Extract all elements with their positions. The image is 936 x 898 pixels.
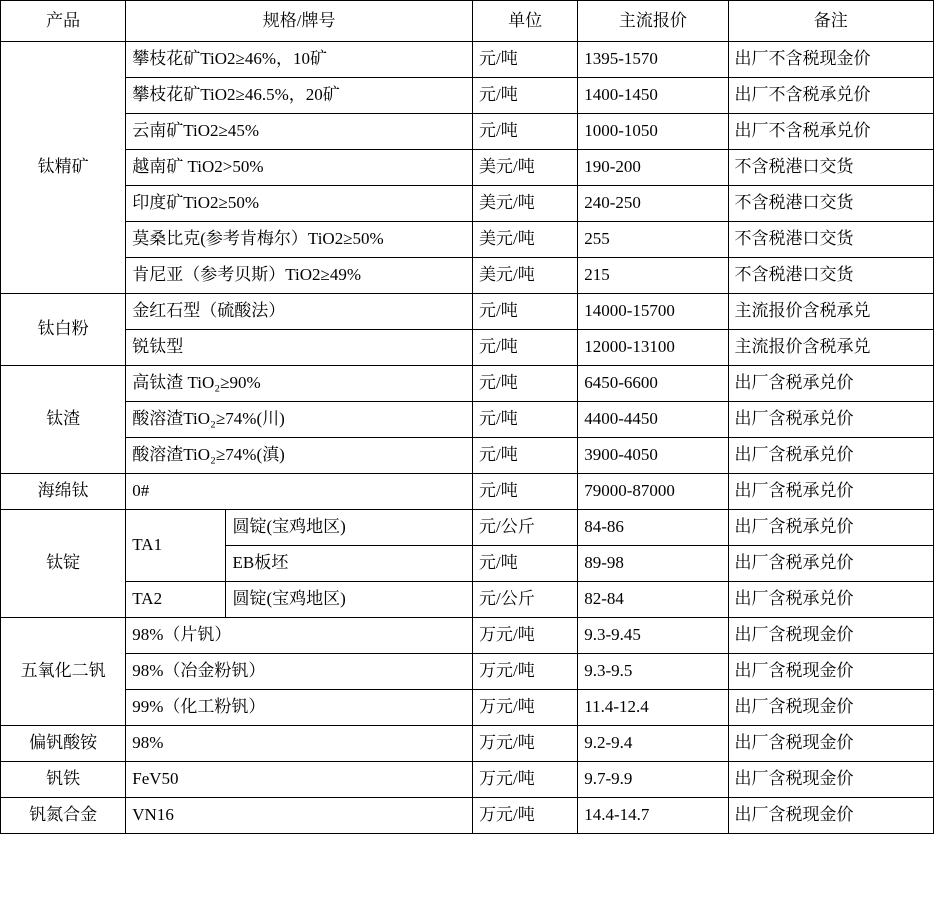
price-cell: 3900-4050 xyxy=(578,438,728,474)
note-cell: 不含税港口交货 xyxy=(728,150,933,186)
table-row xyxy=(1,114,934,150)
unit-cell: 元/公斤 xyxy=(473,510,578,546)
note-cell: 出厂含税现金价 xyxy=(728,798,933,834)
spec-cell: 攀枝花矿TiO2≥46.5%，20矿 xyxy=(126,78,473,114)
category-cell: 钛渣 xyxy=(1,366,126,474)
unit-cell: 万元/吨 xyxy=(473,798,578,834)
table-row xyxy=(1,330,934,366)
unit-cell: 美元/吨 xyxy=(473,222,578,258)
price-cell: 1395-1570 xyxy=(578,42,728,78)
spec-cell: 攀枝花矿TiO2≥46%，10矿 xyxy=(126,42,473,78)
note-cell: 出厂不含税现金价 xyxy=(728,42,933,78)
price-cell: 240-250 xyxy=(578,186,728,222)
price-cell: 1000-1050 xyxy=(578,114,728,150)
table-row xyxy=(1,366,934,402)
header-product: 产品 xyxy=(1,1,126,42)
grade-cell: TA2 xyxy=(126,582,226,618)
price-cell: 11.4-12.4 xyxy=(578,690,728,726)
note-cell: 出厂含税现金价 xyxy=(728,726,933,762)
spec-cell: 99%（化工粉钒） xyxy=(126,690,473,726)
price-cell: 6450-6600 xyxy=(578,366,728,402)
category-cell: 钛白粉 xyxy=(1,294,126,366)
note-cell: 不含税港口交货 xyxy=(728,258,933,294)
note-cell: 出厂含税承兑价 xyxy=(728,474,933,510)
spec-cell: 酸溶渣TiO₂≥74%(川) xyxy=(126,402,473,438)
price-cell: 82-84 xyxy=(578,582,728,618)
grade-cell: TA1 xyxy=(126,510,226,582)
note-cell: 出厂含税现金价 xyxy=(728,762,933,798)
table-row xyxy=(1,762,934,798)
header-price: 主流报价 xyxy=(578,1,728,42)
spec-cell: 莫桑比克(参考肯梅尔）TiO2≥50% xyxy=(126,222,473,258)
unit-cell: 元/吨 xyxy=(473,546,578,582)
table-row xyxy=(1,150,934,186)
spec-cell: 酸溶渣TiO₂≥74%(滇) xyxy=(126,438,473,474)
unit-cell: 万元/吨 xyxy=(473,618,578,654)
unit-cell: 万元/吨 xyxy=(473,726,578,762)
price-cell: 9.7-9.9 xyxy=(578,762,728,798)
note-cell: 不含税港口交货 xyxy=(728,222,933,258)
spec-cell: 98%（片钒） xyxy=(126,618,473,654)
price-cell: 14000-15700 xyxy=(578,294,728,330)
price-cell: 190-200 xyxy=(578,150,728,186)
table-row xyxy=(1,798,934,834)
unit-cell: 元/吨 xyxy=(473,474,578,510)
price-cell: 215 xyxy=(578,258,728,294)
spec-cell: 高钛渣 TiO₂≥90% xyxy=(126,366,473,402)
spec-cell: 圆锭(宝鸡地区) xyxy=(226,510,473,546)
note-cell: 主流报价含税承兑 xyxy=(728,294,933,330)
header-unit: 单位 xyxy=(473,1,578,42)
table-row xyxy=(1,222,934,258)
spec-cell: 云南矿TiO2≥45% xyxy=(126,114,473,150)
note-cell: 出厂含税现金价 xyxy=(728,690,933,726)
note-cell: 出厂含税承兑价 xyxy=(728,438,933,474)
spec-cell: 0# xyxy=(126,474,473,510)
note-cell: 出厂含税承兑价 xyxy=(728,582,933,618)
note-cell: 出厂含税承兑价 xyxy=(728,366,933,402)
unit-cell: 元/吨 xyxy=(473,78,578,114)
unit-cell: 万元/吨 xyxy=(473,690,578,726)
price-cell: 12000-13100 xyxy=(578,330,728,366)
unit-cell: 美元/吨 xyxy=(473,186,578,222)
category-cell: 钛锭 xyxy=(1,510,126,618)
price-cell: 79000-87000 xyxy=(578,474,728,510)
category-cell: 钛精矿 xyxy=(1,42,126,294)
unit-cell: 元/吨 xyxy=(473,330,578,366)
price-cell: 4400-4450 xyxy=(578,402,728,438)
spec-cell: 越南矿 TiO2>50% xyxy=(126,150,473,186)
note-cell: 出厂含税承兑价 xyxy=(728,546,933,582)
table-row xyxy=(1,78,934,114)
category-cell: 钒铁 xyxy=(1,762,126,798)
price-cell: 9.2-9.4 xyxy=(578,726,728,762)
table-row xyxy=(1,726,934,762)
price-cell: 84-86 xyxy=(578,510,728,546)
header-note: 备注 xyxy=(728,1,933,42)
price-cell: 14.4-14.7 xyxy=(578,798,728,834)
note-cell: 出厂不含税承兑价 xyxy=(728,78,933,114)
table-row xyxy=(1,582,934,618)
spec-cell: 印度矿TiO2≥50% xyxy=(126,186,473,222)
note-cell: 主流报价含税承兑 xyxy=(728,330,933,366)
unit-cell: 美元/吨 xyxy=(473,258,578,294)
table-row xyxy=(1,474,934,510)
unit-cell: 元/公斤 xyxy=(473,582,578,618)
note-cell: 出厂不含税承兑价 xyxy=(728,114,933,150)
note-cell: 出厂含税现金价 xyxy=(728,618,933,654)
price-cell: 255 xyxy=(578,222,728,258)
price-cell: 1400-1450 xyxy=(578,78,728,114)
spec-cell: 98%（冶金粉钒） xyxy=(126,654,473,690)
note-cell: 出厂含税承兑价 xyxy=(728,510,933,546)
category-cell: 钒氮合金 xyxy=(1,798,126,834)
category-cell: 偏钒酸铵 xyxy=(1,726,126,762)
note-cell: 不含税港口交货 xyxy=(728,186,933,222)
table-row xyxy=(1,510,934,546)
header-spec: 规格/牌号 xyxy=(126,1,473,42)
table-row xyxy=(1,186,934,222)
unit-cell: 美元/吨 xyxy=(473,150,578,186)
spec-cell: 金红石型（硫酸法） xyxy=(126,294,473,330)
unit-cell: 万元/吨 xyxy=(473,762,578,798)
note-cell: 出厂含税承兑价 xyxy=(728,402,933,438)
table-row xyxy=(1,258,934,294)
unit-cell: 元/吨 xyxy=(473,366,578,402)
table-row xyxy=(1,690,934,726)
spec-cell: EB板坯 xyxy=(226,546,473,582)
unit-cell: 元/吨 xyxy=(473,42,578,78)
spec-cell: 锐钛型 xyxy=(126,330,473,366)
table-row xyxy=(1,402,934,438)
table-row xyxy=(1,438,934,474)
table-row xyxy=(1,618,934,654)
unit-cell: 元/吨 xyxy=(473,438,578,474)
category-cell: 海绵钛 xyxy=(1,474,126,510)
spec-cell: VN16 xyxy=(126,798,473,834)
unit-cell: 万元/吨 xyxy=(473,654,578,690)
spec-cell: 98% xyxy=(126,726,473,762)
price-cell: 9.3-9.5 xyxy=(578,654,728,690)
category-cell: 五氧化二钒 xyxy=(1,618,126,726)
table-row xyxy=(1,654,934,690)
spec-cell: 肯尼亚（参考贝斯）TiO2≥49% xyxy=(126,258,473,294)
spec-cell: 圆锭(宝鸡地区) xyxy=(226,582,473,618)
price-cell: 89-98 xyxy=(578,546,728,582)
price-cell: 9.3-9.45 xyxy=(578,618,728,654)
unit-cell: 元/吨 xyxy=(473,294,578,330)
table-row xyxy=(1,42,934,78)
table-row xyxy=(1,294,934,330)
table-header-row xyxy=(1,1,934,42)
spec-cell: FeV50 xyxy=(126,762,473,798)
note-cell: 出厂含税现金价 xyxy=(728,654,933,690)
unit-cell: 元/吨 xyxy=(473,402,578,438)
unit-cell: 元/吨 xyxy=(473,114,578,150)
